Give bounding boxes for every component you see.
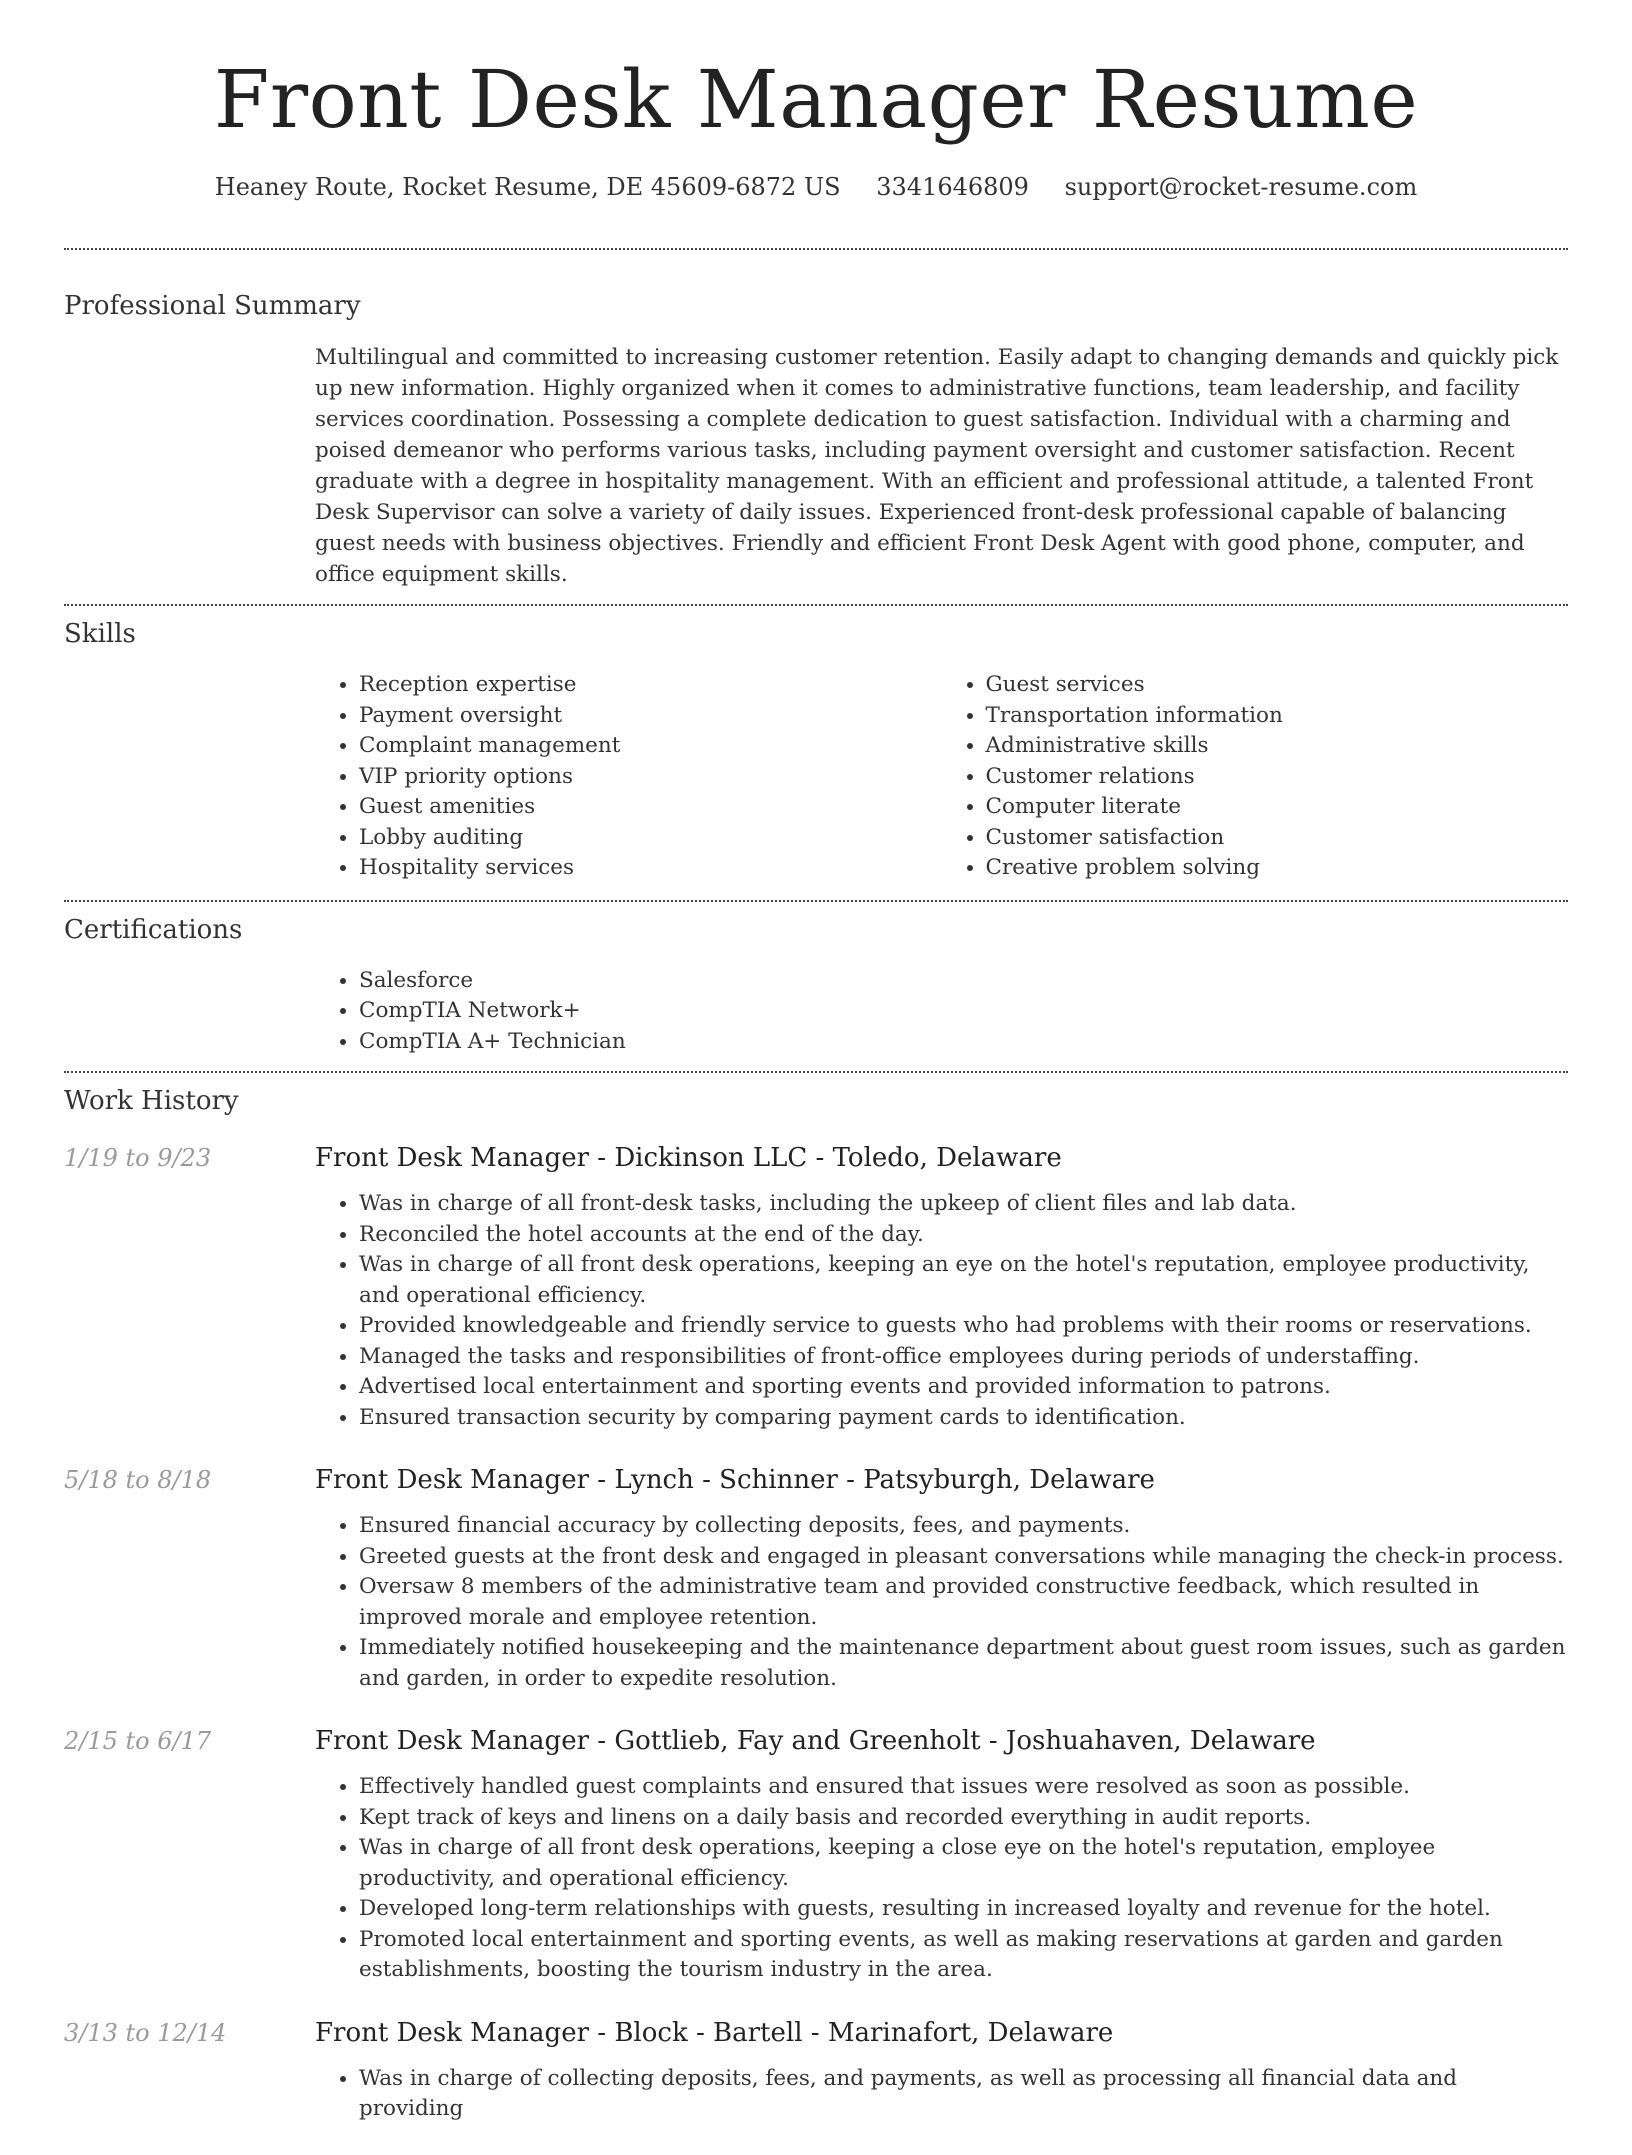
job-dates: 5/18 to 8/18 bbox=[64, 1466, 212, 1494]
certification-item: • Salesforce bbox=[359, 966, 1568, 997]
job-title: Front Desk Manager - Gottlieb, Fay and Greenholt - Joshuahaven, Delaware bbox=[315, 1726, 1316, 1756]
skill-item: • Transportation information bbox=[986, 701, 1569, 732]
job-bullet: • Immediately notified housekeeping and the maintenance department about guest room issues, such as garden and garden, in order to expedite resolution. bbox=[359, 1633, 1568, 1694]
job-bullets bbox=[315, 1189, 1568, 1433]
skill-item: • Administrative skills bbox=[986, 731, 1569, 762]
job-entry bbox=[64, 1463, 1568, 1694]
job-bullet: • Effectively handled guest complaints and ensured that issues were resolved as soon as possible. bbox=[359, 1772, 1568, 1803]
skill-item: • Customer satisfaction bbox=[986, 823, 1569, 854]
skill-item: • Customer relations bbox=[986, 762, 1569, 793]
skills-list-right bbox=[942, 670, 1569, 884]
job-bullet: • Reconciled the hotel accounts at the end of the day. bbox=[359, 1220, 1568, 1251]
job-bullet: • Provided knowledgeable and friendly service to guests who had problems with their rooms or reservations. bbox=[359, 1311, 1568, 1342]
job-title: Front Desk Manager - Dickinson LLC - Toledo, Delaware bbox=[315, 1143, 1062, 1173]
job-entry bbox=[64, 1141, 1568, 1433]
job-bullet: • Was in charge of collecting deposits, fees, and payments, as well as processing all financial data and providing bbox=[359, 2064, 1568, 2125]
work-history-section bbox=[64, 1073, 1568, 2125]
skill-item: • Guest services bbox=[986, 670, 1569, 701]
section-title-summary: Professional Summary bbox=[64, 291, 361, 321]
skills-list-left bbox=[315, 670, 942, 884]
job-dates: 3/13 to 12/14 bbox=[64, 2018, 227, 2047]
job-title: Front Desk Manager - Lynch - Schinner - Patsyburgh, Delaware bbox=[315, 1465, 1155, 1495]
certification-item: • CompTIA Network+ bbox=[359, 996, 1568, 1027]
contact-phone: 3341646809 bbox=[876, 173, 1029, 201]
job-bullet: • Ensured financial accuracy by collecting deposits, fees, and payments. bbox=[359, 1511, 1568, 1542]
job-dates: 2/15 to 6/17 bbox=[64, 1727, 212, 1755]
job-bullet: • Oversaw 8 members of the administrative team and provided constructive feedback, which resulted in improved morale and employee retention. bbox=[359, 1572, 1568, 1633]
contact-address: Heaney Route, Rocket Resume, DE 45609-6872 US bbox=[214, 173, 841, 201]
skill-item: • Reception expertise bbox=[359, 670, 942, 701]
skill-item: • Hospitality services bbox=[359, 853, 942, 884]
resume-page bbox=[64, 0, 1568, 2155]
job-bullet: • Was in charge of all front desk operations, keeping a close eye on the hotel's reputation, employee productivity, and operational efficiency. bbox=[359, 1833, 1568, 1894]
skill-item: • VIP priority options bbox=[359, 762, 942, 793]
job-bullet: • Advertised local entertainment and sporting events and provided information to patrons. bbox=[359, 1372, 1568, 1403]
skill-item: • Guest amenities bbox=[359, 792, 942, 823]
skills-section bbox=[64, 606, 1568, 900]
skill-item: • Creative problem solving bbox=[986, 853, 1569, 884]
skill-item: • Complaint management bbox=[359, 731, 942, 762]
job-title: Front Desk Manager - Block - Bartell - Marinafort, Delaware bbox=[315, 2017, 1114, 2048]
certifications-section bbox=[64, 902, 1568, 1072]
job-bullet: • Was in charge of all front desk operations, keeping an eye on the hotel's reputation, employee productivity, and operational efficiency. bbox=[359, 1250, 1568, 1311]
resume-title: Front Desk Manager Resume bbox=[213, 53, 1419, 146]
section-title-certifications: Certifications bbox=[64, 914, 243, 945]
job-entry bbox=[64, 1724, 1568, 1986]
certifications-list bbox=[315, 966, 1568, 1058]
contact-email: support@rocket-resume.com bbox=[1064, 173, 1418, 201]
job-bullet: • Greeted guests at the front desk and engaged in pleasant conversations while managing the check-in process. bbox=[359, 1542, 1568, 1573]
skill-item: • Lobby auditing bbox=[359, 823, 942, 854]
summary-text: Multilingual and committed to increasing customer retention. Easily adapt to changing demands and quickly pick up new information. Highly organized when it comes to administrative functions, team leadership, and facility services coordination. Possessing a complete dedication to guest satisfaction. Individual with a charming and poised demeanor who performs various tasks, including payment oversight and customer satisfaction. Recent graduate with a degree in hospitality management. With an efficient and professional attitude, a talented Front Desk Supervisor can solve a variety of daily issues. Experienced front-desk professional capable of balancing guest needs with business objectives. Friendly and efficient Front Desk Agent with good phone, computer, and office equipment skills. bbox=[315, 345, 1559, 587]
job-bullets bbox=[315, 2064, 1568, 2125]
job-bullets bbox=[315, 1772, 1568, 1986]
job-bullet: • Ensured transaction security by comparing payment cards to identification. bbox=[359, 1403, 1568, 1434]
job-bullet: • Kept track of keys and linens on a daily basis and recorded everything in audit reports. bbox=[359, 1803, 1568, 1834]
job-bullet: • Was in charge of all front-desk tasks, including the upkeep of client files and lab data. bbox=[359, 1189, 1568, 1220]
summary-section bbox=[64, 250, 1568, 604]
job-bullets bbox=[315, 1511, 1568, 1694]
skill-item: • Payment oversight bbox=[359, 701, 942, 732]
section-title-work-history: Work History bbox=[64, 1086, 239, 1116]
job-list bbox=[64, 1141, 1568, 2125]
job-bullet: • Promoted local entertainment and sporting events, as well as making reservations at garden and garden establishments, boosting the tourism industry in the area. bbox=[359, 1925, 1568, 1986]
skill-item: • Computer literate bbox=[986, 792, 1569, 823]
job-entry bbox=[64, 2016, 1568, 2125]
job-bullet: • Managed the tasks and responsibilities of front-office employees during periods of understaffing. bbox=[359, 1342, 1568, 1373]
certification-item: • CompTIA A+ Technician bbox=[359, 1027, 1568, 1058]
job-bullet: • Developed long-term relationships with guests, resulting in increased loyalty and revenue for the hotel. bbox=[359, 1894, 1568, 1925]
section-title-skills: Skills bbox=[64, 619, 136, 649]
contact-line bbox=[64, 170, 1568, 204]
job-dates: 1/19 to 9/23 bbox=[64, 1144, 212, 1172]
